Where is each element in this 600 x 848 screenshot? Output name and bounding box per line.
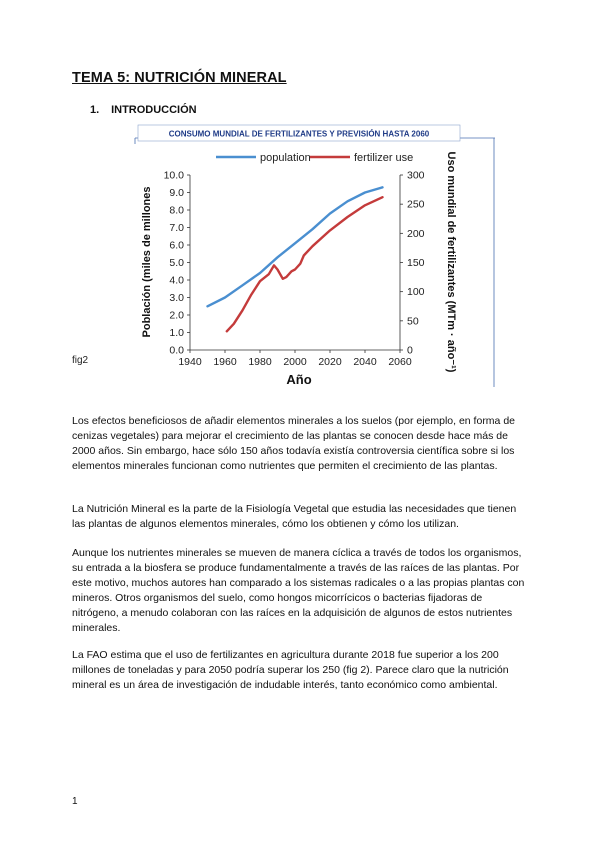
series-line-1 [208,187,383,306]
y-tick-label: 9.0 [169,187,184,199]
y-tick-label: 10.0 [163,169,184,182]
y-tick-label: 4.0 [169,274,184,287]
y2-tick-label: 100 [407,286,425,299]
x-tick-label: 2000 [283,356,307,368]
paragraph-1: Los efectos beneficiosos de añadir elementos minerales a los suelos (por ejemplo, en forma de cenizas vegetales) para mejorar el crecimiento de las plantas se conocen desde hace más de 2000 años. Sin embargo, hace sólo 150 años todavía existía controversia científica sobre si los elementos minerales funcionan como nutrientes que permiten el crecimiento de las plantas. [72,415,515,472]
chart-title: CONSUMO MUNDIAL DE FERTILIZANTES Y PREVISIÓN HASTA 2060 [168,129,430,139]
paragraph-4: La FAO estima que el uso de fertilizantes en agricultura durante 2018 fue superior a los 200 millones de toneladas y para 2050 podría superar los 250 (fig 2). Parece claro que la nutrición mineral es un área de investigación de indudable interés, tanto económico como ambiental. [72,649,509,691]
section-title: INTRODUCCIÓN [111,104,197,116]
x-tick-label: 2060 [388,356,412,368]
section-number: 1. [90,104,100,116]
chart-series [208,187,383,331]
y-tick-label: 7.0 [169,222,184,234]
y-tick-label: 6.0 [169,239,184,252]
fertilizer-chart [130,122,500,392]
y2-axis-label: Uso mundial de fertilizantes (MTm · año⁻¹) [445,151,457,373]
section-heading [90,104,197,116]
x-tick-label: 1960 [213,356,237,368]
x-tick-label: 2020 [318,356,342,368]
page-number: 1 [72,796,78,807]
y2-tick-label: 50 [407,315,419,328]
y2-tick-label: 150 [407,257,425,269]
y2-tick-label: 250 [407,198,425,211]
y-tick-label: 8.0 [169,204,184,217]
series-line-2 [227,197,383,331]
page-title: TEMA 5: NUTRICIÓN MINERAL [72,70,287,86]
chart-legend [216,152,413,164]
figure-label: fig2 [72,355,89,366]
legend-label: fertilizer use [354,152,414,164]
y-tick-label: 0.0 [169,344,184,357]
y-tick-label: 1.0 [169,327,184,339]
y-axis-label: Población (miles de millones [141,186,153,338]
legend-label: population [260,152,311,164]
x-axis-label: Año [286,372,312,387]
paragraph-2: La Nutrición Mineral es la parte de la Fisiología Vegetal que estudia las necesidades que tienen las plantas de algunos elementos minerales, cómo los obtienen y cómo los utilizan. [72,503,517,530]
y2-tick-label: 300 [407,169,425,182]
y-tick-label: 2.0 [169,309,184,322]
chart-svg [130,122,500,392]
y2-tick-label: 200 [407,227,425,240]
x-tick-label: 1940 [178,356,202,368]
x-tick-label: 1980 [248,356,272,368]
y2-tick-label: 0 [407,344,413,357]
paragraph-3: Aunque los nutrientes minerales se mueven de manera cíclica a través de todos los organismos, su entrada a la biosfera se produce fundamentalmente a través de las raíces de las plantas. Por este motivo, muchos autores han comparado a los sistemas radicales o a las propias plantas con mineros. Otros organismos del suelo, como hongos micorrícicos o bacterias fijadoras de nitrógeno, a menudo colaboran con las raíces en la adquisición de algunos de estos nutrientes minerales. [72,547,525,634]
y-tick-label: 5.0 [169,257,184,269]
x-tick-label: 2040 [353,356,377,368]
y-tick-label: 3.0 [169,292,184,304]
